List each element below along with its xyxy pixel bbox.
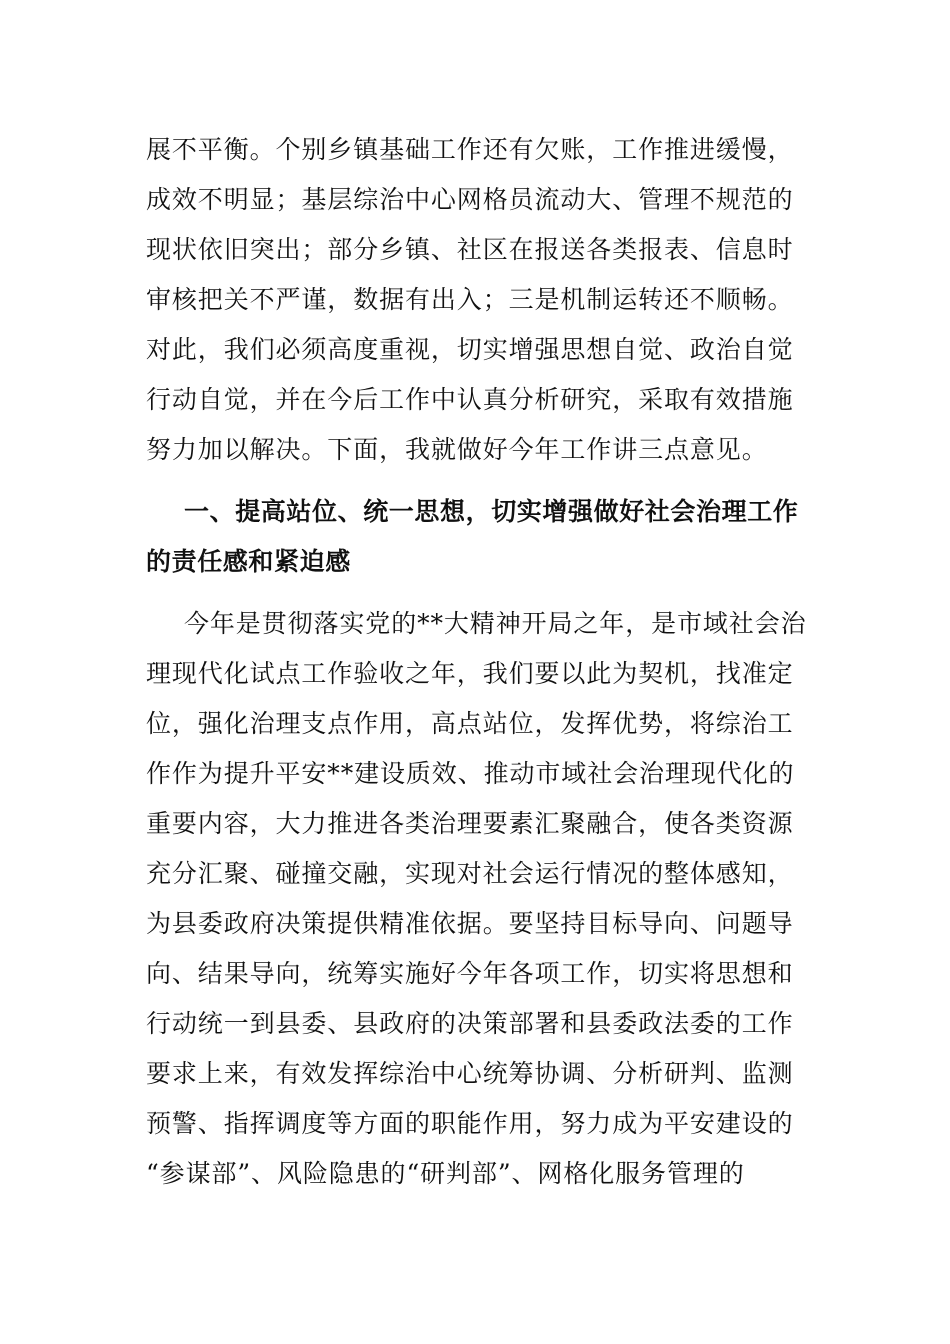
- paragraph-2-line-2: 理现代化试点工作验收之年，我们要以此为契机，找准定: [146, 659, 794, 688]
- paragraph-2-line-6: 充分汇聚、碰撞交融，实现对社会运行情况的整体感知，: [146, 859, 794, 888]
- paragraph-1-line-6: 行动自觉，并在今后工作中认真分析研究，采取有效措施: [146, 385, 794, 414]
- paragraph-2-line-8: 向、结果导向，统筹实施好今年各项工作，切实将思想和: [146, 959, 794, 988]
- paragraph-1-line-4: 审核把关不严谨，数据有出入；三是机制运转还不顺畅。: [146, 285, 794, 314]
- paragraph-1-line-7: 努力加以解决。下面，我就做好今年工作讲三点意见。: [146, 435, 768, 464]
- paragraph-2-line-12: “参谋部”、风险隐患的“研判部”、网格化服务管理的: [146, 1159, 745, 1188]
- section-heading-line-1: 一、提高站位、统一思想，切实增强做好社会治理工作: [184, 497, 799, 526]
- paragraph-2-line-3: 位，强化治理支点作用，高点站位，发挥优势，将综治工: [146, 709, 794, 738]
- paragraph-1-line-3: 现状依旧突出；部分乡镇、社区在报送各类报表、信息时: [146, 235, 794, 264]
- paragraph-2-line-7: 为县委政府决策提供精准依据。要坚持目标导向、问题导: [146, 909, 794, 938]
- section-heading-line-2: 的责任感和紧迫感: [146, 547, 351, 576]
- paragraph-2-line-11: 预警、指挥调度等方面的职能作用，努力成为平安建设的: [146, 1109, 794, 1138]
- paragraph-2-line-9: 行动统一到县委、县政府的决策部署和县委政法委的工作: [146, 1009, 794, 1038]
- paragraph-1-line-1: 展不平衡。个别乡镇基础工作还有欠账，工作推进缓慢，: [146, 135, 794, 164]
- paragraph-1-line-5: 对此，我们必须高度重视，切实增强思想自觉、政治自觉: [146, 335, 794, 364]
- paragraph-2-line-4: 作作为提升平安**建设质效、推动市域社会治理现代化的: [146, 759, 795, 788]
- paragraph-2-line-5: 重要内容，大力推进各类治理要素汇聚融合，使各类资源: [146, 809, 794, 838]
- paragraph-2-line-10: 要求上来，有效发挥综治中心统筹协调、分析研判、监测: [146, 1059, 794, 1088]
- paragraph-2-line-1: 今年是贯彻落实党的**大精神开局之年，是市域社会治: [184, 609, 807, 638]
- paragraph-1-line-2: 成效不明显；基层综治中心网格员流动大、管理不规范的: [146, 185, 794, 214]
